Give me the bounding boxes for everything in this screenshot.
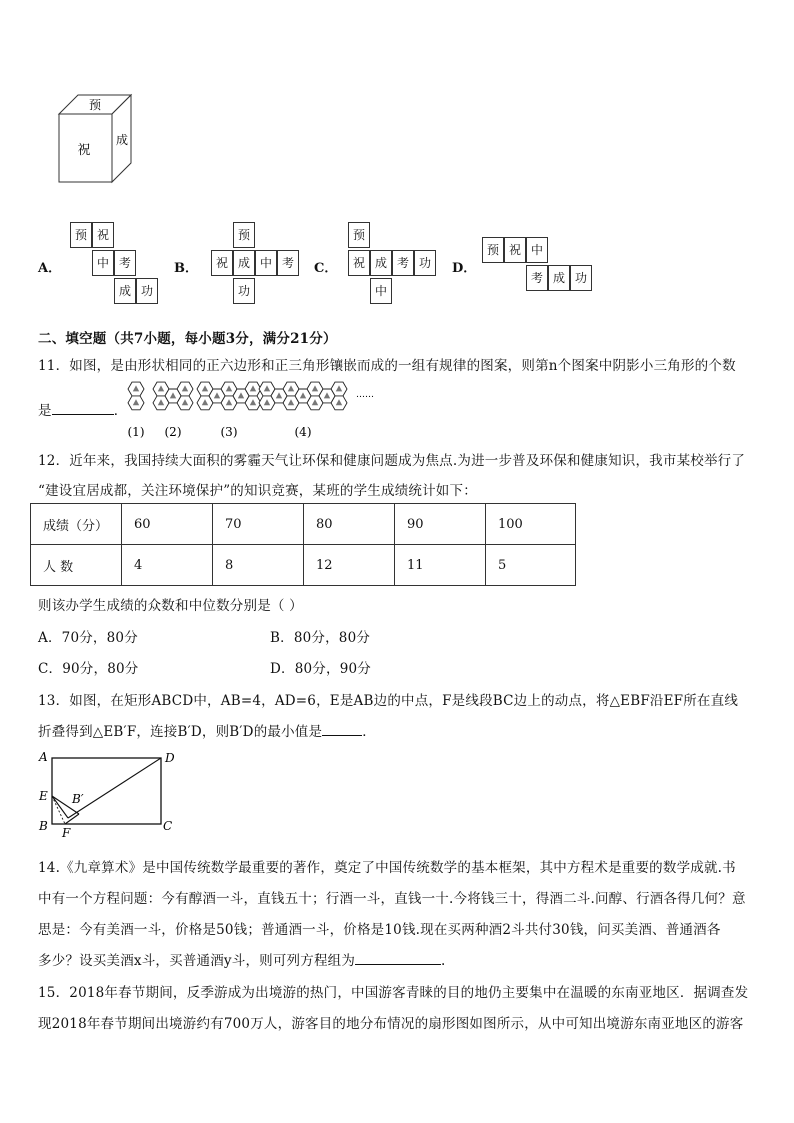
net-cell: 中 <box>92 250 114 276</box>
net-cell: 中 <box>526 237 548 263</box>
net-cell: 祝 <box>211 250 233 276</box>
table-cell: 12 <box>304 545 395 586</box>
option-a-label[interactable]: A． <box>38 261 62 276</box>
option-c-label[interactable]: C． <box>314 261 338 276</box>
option-d-label[interactable]: D． <box>452 261 477 276</box>
table-cell: 100 <box>486 504 576 545</box>
option-b-label[interactable]: B． <box>174 261 198 276</box>
net-cell: 功 <box>414 250 436 276</box>
cube-figure <box>56 92 136 188</box>
net-cell: 考 <box>114 250 136 276</box>
score-table <box>30 503 576 586</box>
table-cell: 人 数 <box>31 545 122 586</box>
section-heading: 二、填空题（共7小题，每小题3分，满分21分） <box>38 331 337 347</box>
point-b-prime-label: B′ <box>72 792 84 806</box>
q12-choice-a[interactable]: A．70分，80分 <box>38 630 138 646</box>
cube-top-label: 预 <box>88 98 102 112</box>
q13-line1: 13．如图，在矩形ABCD中，AB=4，AD=6，E是AB边的中点，F是线段BC边上的动点，将△EBF沿EF所在直线 <box>38 693 739 709</box>
q12-line2: “建设宜居成都，关注环境保护”的知识竞赛，某班的学生成绩统计如下： <box>38 483 477 499</box>
q13-answer-blank[interactable] <box>322 735 362 736</box>
net-cell: 祝 <box>504 237 526 263</box>
net-cell: 预 <box>482 237 504 263</box>
net-cell: 考 <box>277 250 299 276</box>
q12-question: 则该办学生成绩的众数和中位数分别是（ ） <box>38 598 303 614</box>
q11-caption-4: (4) <box>294 425 312 439</box>
net-cell: 成 <box>233 250 255 276</box>
net-cell: 考 <box>526 265 548 291</box>
q13-suffix: ． <box>362 724 376 740</box>
q14-prefix: 多少？设买美酒x斗，买普通酒y斗，则可列方程组为 <box>38 953 356 969</box>
q14-line4 <box>38 949 446 969</box>
table-row <box>31 504 576 545</box>
table-cell: 8 <box>213 545 304 586</box>
q12-line1: 12．近年来，我国持续大面积的雾霾天气让环保和健康问题成为焦点.为进一步普及环保和健康知识，我市某校举行了 <box>38 453 746 469</box>
q11-prefix: 是 <box>38 403 52 419</box>
table-cell: 60 <box>122 504 213 545</box>
net-cell: 中 <box>255 250 277 276</box>
net-cell: 功 <box>233 278 255 304</box>
q14-suffix: . <box>441 953 446 969</box>
point-d-label: D <box>165 751 175 765</box>
q13-line2 <box>38 720 376 740</box>
point-b-label: B <box>39 819 48 833</box>
q12-choice-d[interactable]: D．80分，90分 <box>270 661 371 677</box>
q11-caption-2: (2) <box>164 425 182 439</box>
point-c-label: C <box>163 819 173 833</box>
q15-line1: 15．2018年春节期间，反季游成为出境游的热门，中国游客青睐的目的地仍主要集中在温暖的东南亚地区．据调查发 <box>38 985 749 1001</box>
table-cell: 80 <box>304 504 395 545</box>
table-cell: 4 <box>122 545 213 586</box>
net-cell: 功 <box>570 265 592 291</box>
q12-choice-c[interactable]: C．90分，80分 <box>38 661 139 677</box>
q11-answer-blank[interactable] <box>52 414 114 415</box>
q14-answer-blank[interactable] <box>355 964 441 965</box>
table-row <box>31 545 576 586</box>
q14-line3: 思是：今有美酒一斗，价格是50钱；普通酒一斗，价格是10钱.现在买两种酒2斗共付30钱，问买美酒、普通酒各 <box>38 922 721 938</box>
net-cell: 成 <box>114 278 136 304</box>
q11-hex-pattern-figure <box>120 375 390 445</box>
q11-suffix: ． <box>113 403 128 419</box>
point-f-label: F <box>62 826 71 840</box>
net-cell: 祝 <box>348 250 370 276</box>
point-e-label: E <box>39 789 48 803</box>
q11-caption-1: (1) <box>127 425 145 439</box>
q12-choice-b[interactable]: B．80分，80分 <box>270 630 371 646</box>
q15-line2: 现2018年春节期间出境游约有700万人，游客目的地分布情况的扇形图如图所示，从中可知出境游东南亚地区的游客 <box>38 1016 744 1032</box>
q11-line1: 11．如图，是由形状相同的正六边形和正三角形镶嵌而成的一组有规律的图案，则第n个图案中阴影小三角形的个数 <box>38 358 736 374</box>
table-cell: 5 <box>486 545 576 586</box>
table-cell: 70 <box>213 504 304 545</box>
net-cell: 中 <box>370 278 392 304</box>
cube-right-label: 成 <box>115 133 129 147</box>
q14-line1: 14.《九章算术》是中国传统数学最重要的著作，奠定了中国传统数学的基本框架，其中方程术是重要的数学成就.书 <box>38 860 736 876</box>
cube-front-label: 祝 <box>77 143 91 158</box>
q11-line2 <box>38 399 127 419</box>
net-cell: 成 <box>370 250 392 276</box>
table-cell: 90 <box>395 504 486 545</box>
table-cell: 成绩（分） <box>31 504 122 545</box>
net-cell: 预 <box>70 222 92 248</box>
q11-ellipsis: …… <box>356 390 374 400</box>
table-cell: 11 <box>395 545 486 586</box>
net-cell: 祝 <box>92 222 114 248</box>
net-cell: 预 <box>233 222 255 248</box>
net-cell: 考 <box>392 250 414 276</box>
q11-caption-3: (3) <box>220 425 238 439</box>
point-a-label: A <box>39 750 48 764</box>
net-cell: 预 <box>348 222 370 248</box>
q13-rectangle-figure <box>36 748 186 840</box>
net-cell: 成 <box>548 265 570 291</box>
net-cell: 功 <box>136 278 158 304</box>
q14-line2: 中有一个方程问题：今有醇酒一斗，直钱五十；行酒一斗，直钱一十.今将钱三十，得酒二斗.问醇、行酒各得几何？意 <box>38 891 746 907</box>
q13-prefix: 折叠得到△EB′F，连接B′D，则B′D的最小值是 <box>38 724 323 740</box>
